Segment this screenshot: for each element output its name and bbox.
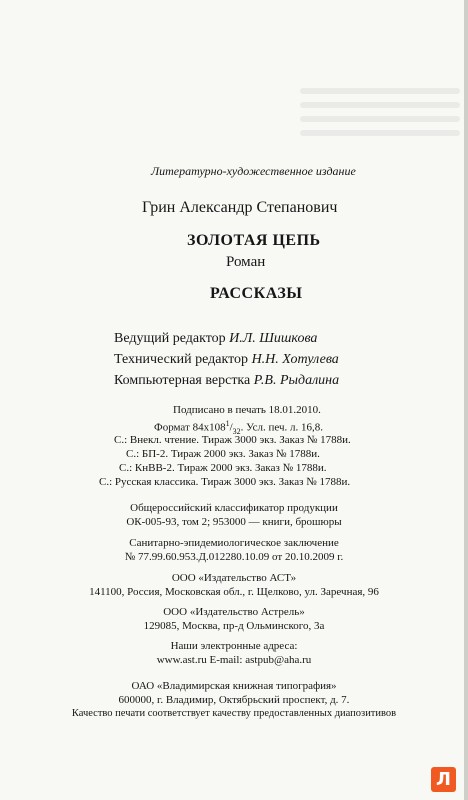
classifier-code: ОК-005-93, том 2; 953000 — книги, брошюры (126, 516, 342, 528)
labirint-logo-icon (431, 767, 456, 792)
format-line: Формат $84х108^1/_{32}$. Усл. печ. л. 16,8. (154, 419, 323, 436)
editor-line-lead (114, 331, 317, 347)
series-line: С.: БП-2. Тираж 2000 экз. Заказ № 1788и. (126, 448, 320, 460)
emails-addresses: www.ast.ru E-mail: astpub@aha.ru (156, 654, 312, 666)
emails-title: Наши электронные адреса: (170, 640, 298, 652)
format-sup: 1 (225, 419, 230, 428)
series-line: С.: КнВВ-2. Тираж 2000 экз. Заказ № 1788и. (119, 462, 327, 474)
editor-name: Н.Н. Хотулева (251, 352, 339, 367)
sanitary-number: № 77.99.60.953.Д.012280.10.09 от 20.10.2009 г. (124, 551, 344, 563)
title-stories: РАССКАЗЫ (210, 285, 303, 302)
bleed-through-text (300, 80, 460, 150)
format-tail: . Усл. печ. л. 16,8. (240, 421, 323, 434)
editor-line-tech (114, 352, 339, 368)
editor-role: Ведущий редактор (114, 331, 226, 346)
publisher-astrel-name: ООО «Издательство Астрель» (163, 606, 305, 618)
labirint-logo-glyph: Л (436, 768, 451, 790)
editor-role: Технический редактор (114, 352, 249, 367)
editor-line-layout (114, 373, 339, 389)
subtitle-novel: Роман (226, 254, 266, 270)
printer-name: ОАО «Владимирская книжная типография» (131, 680, 337, 692)
series-line: С.: Русская классика. Тираж 3000 экз. Заказ № 1788и. (99, 476, 351, 488)
author-name: Грин Александр Степанович (142, 199, 338, 216)
publisher-astrel-address: 129085, Москва, пр-д Ольминского, 3а (143, 620, 325, 632)
editor-name: И.Л. Шишкова (229, 331, 318, 346)
printer-address: 600000, г. Владимир, Октябрьский проспект, д. 7. (118, 694, 350, 706)
classifier-title: Общероссийский классификатор продукции (130, 502, 338, 514)
title-golden-chain: ЗОЛОТАЯ ЦЕПЬ (187, 232, 321, 249)
publisher-ast-address: 141100, Россия, Московская обл., г. Щелково, ул. Заречная, 96 (89, 586, 379, 598)
signed-to-print: Подписано в печать 18.01.2010. (173, 404, 321, 416)
editor-role: Компьютерная верстка (114, 373, 251, 388)
genre-label: Литературно-художественное издание (151, 164, 356, 178)
publisher-ast-name: ООО «Издательство АСТ» (171, 572, 297, 584)
editor-name: Р.В. Рыдалина (253, 373, 340, 388)
format-text: Формат 84х108 (154, 421, 226, 434)
print-quality-note: Качество печати соответствует качеству предоставленных диапозитивов (71, 708, 397, 719)
series-line: С.: Внекл. чтение. Тираж 3000 экз. Заказ № 1788и. (114, 434, 351, 446)
format-sub: 32 (232, 426, 241, 436)
sanitary-title: Санитарно-эпидемиологическое заключение (129, 537, 339, 549)
